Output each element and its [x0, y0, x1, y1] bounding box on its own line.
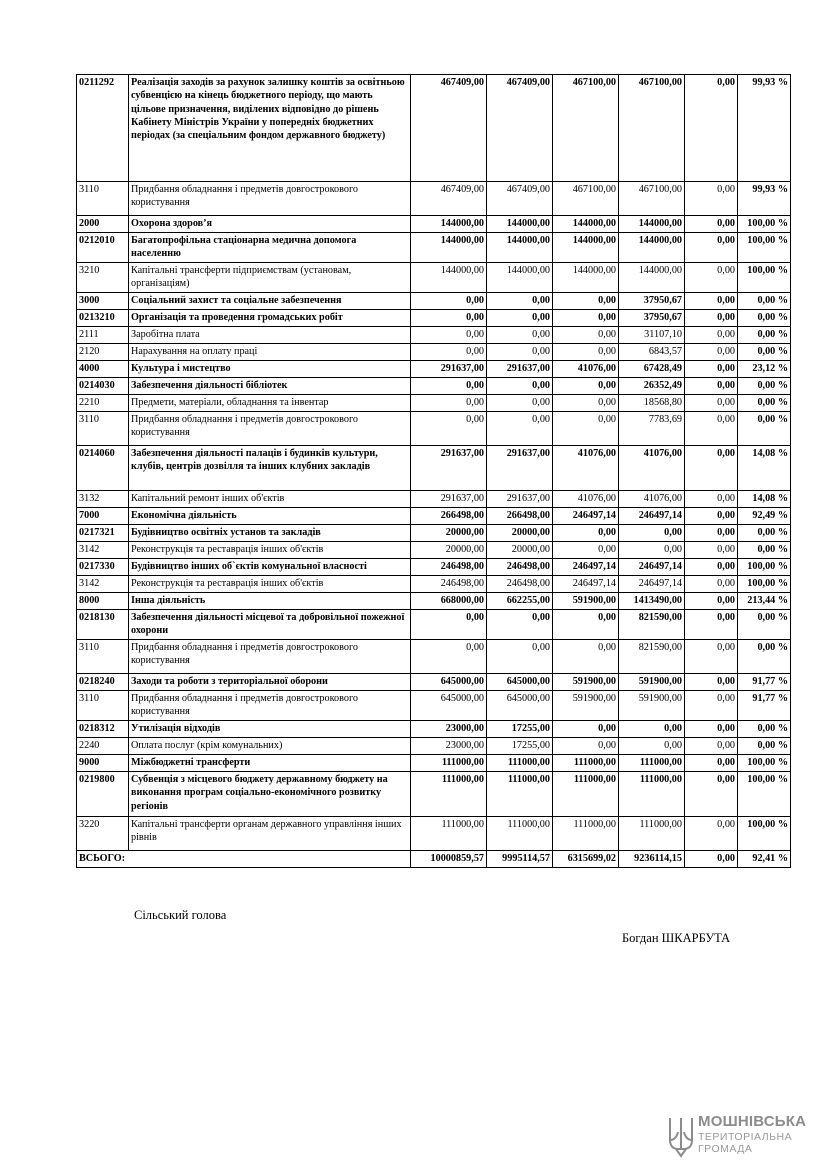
cell-value-v1: 144000,00: [411, 263, 487, 293]
cell-value-v1: 23000,00: [411, 738, 487, 755]
cell-value-v2: 0,00: [487, 344, 553, 361]
cell-value-v2: 144000,00: [487, 233, 553, 263]
cell-name: Придбання обладнання і предметів довгострокового користування: [129, 412, 411, 446]
cell-name: Заходи та роботи з територіальної оборони: [129, 674, 411, 691]
cell-value-v4: 821590,00: [619, 640, 685, 674]
cell-value-v3: 0,00: [553, 412, 619, 446]
cell-value-v2: 645000,00: [487, 674, 553, 691]
trident-icon: [668, 1116, 694, 1158]
cell-percent: 100,00 %: [738, 216, 791, 233]
cell-value-v5: 0,00: [685, 378, 738, 395]
cell-percent: 0,00 %: [738, 525, 791, 542]
cell-name: Реалізація заходів за рахунок залишку коштів за освітньою субвенцією на кінець бюджетного періоду, що мають цільове призначення, виділених відповідно до рішень Кабінету Міністрів України у попередніх бюджетних періодах (за спеціальним фондом державного бюджету): [129, 75, 411, 182]
cell-value-v5: 0,00: [685, 559, 738, 576]
cell-value-v3: 0,00: [553, 327, 619, 344]
table-row: [77, 75, 791, 182]
table-row: [77, 691, 791, 721]
table-row: [77, 674, 791, 691]
cell-value-v1: 467409,00: [411, 182, 487, 216]
cell-percent: 100,00 %: [738, 263, 791, 293]
cell-value-v1: 668000,00: [411, 593, 487, 610]
cell-code: 0218130: [77, 610, 129, 640]
cell-code: 0211292: [77, 75, 129, 182]
cell-name: Забезпечення діяльності бібліотек: [129, 378, 411, 395]
cell-value-v2: 0,00: [487, 293, 553, 310]
cell-value-v3: 0,00: [553, 610, 619, 640]
cell-value-v1: 144000,00: [411, 233, 487, 263]
cell-value-v1: 291637,00: [411, 361, 487, 378]
cell-value-v2: 266498,00: [487, 508, 553, 525]
cell-percent: 14,08 %: [738, 491, 791, 508]
cell-value-v2: 0,00: [487, 395, 553, 412]
cell-percent: 0,00 %: [738, 412, 791, 446]
cell-value-v2: 291637,00: [487, 361, 553, 378]
cell-value-v2: 246498,00: [487, 576, 553, 593]
cell-value-v1: 645000,00: [411, 674, 487, 691]
cell-percent: 213,44 %: [738, 593, 791, 610]
cell-percent: 100,00 %: [738, 772, 791, 817]
cell-value-v1: 246498,00: [411, 559, 487, 576]
cell-percent: 0,00 %: [738, 378, 791, 395]
cell-value-v3: 0,00: [553, 310, 619, 327]
cell-value-v5: 0,00: [685, 817, 738, 851]
cell-percent: 0,00 %: [738, 721, 791, 738]
cell-code: 3142: [77, 576, 129, 593]
cell-name: Економічна діяльність: [129, 508, 411, 525]
cell-percent: 23,12 %: [738, 361, 791, 378]
cell-value-v3: 41076,00: [553, 491, 619, 508]
cell-value-v4: 0,00: [619, 738, 685, 755]
cell-value-v1: 0,00: [411, 310, 487, 327]
cell-percent: 0,00 %: [738, 344, 791, 361]
cell-value-v3: 591900,00: [553, 593, 619, 610]
cell-value-v5: 0,00: [685, 674, 738, 691]
cell-value-v2: 645000,00: [487, 691, 553, 721]
cell-code: 0217330: [77, 559, 129, 576]
cell-name: Реконструкція та реставрація інших об'єктів: [129, 576, 411, 593]
table-row: [77, 721, 791, 738]
cell-value-v2: 0,00: [487, 610, 553, 640]
cell-value-v4: 591900,00: [619, 691, 685, 721]
table-body: [77, 75, 791, 868]
cell-value-v1: 144000,00: [411, 216, 487, 233]
cell-value-v5: 0,00: [685, 233, 738, 263]
cell-value-v2: 291637,00: [487, 491, 553, 508]
cell-percent: 99,93 %: [738, 182, 791, 216]
cell-code: 7000: [77, 508, 129, 525]
cell-value-v1: 645000,00: [411, 691, 487, 721]
cell-value-v5: 0,00: [685, 721, 738, 738]
cell-name: Охорона здоров’я: [129, 216, 411, 233]
cell-value-v3: 111000,00: [553, 817, 619, 851]
cell-name: Нарахування на оплату праці: [129, 344, 411, 361]
table-row: [77, 395, 791, 412]
cell-name: Організація та проведення громадських робіт: [129, 310, 411, 327]
cell-value-v2: 246498,00: [487, 559, 553, 576]
cell-value-v1: 467409,00: [411, 75, 487, 182]
signature-title: Сільський голова: [134, 908, 227, 922]
cell-value-v5: 0,00: [685, 310, 738, 327]
cell-value-v3: 0,00: [553, 738, 619, 755]
cell-value-v3: 0,00: [553, 344, 619, 361]
cell-value-v2: 467409,00: [487, 75, 553, 182]
cell-value-v2: 467409,00: [487, 182, 553, 216]
cell-value-v5: 0,00: [685, 525, 738, 542]
table-row: [77, 576, 791, 593]
cell-value-v4: 7783,69: [619, 412, 685, 446]
logo-line-1: МОШНІВСЬКА: [698, 1113, 807, 1130]
cell-name: Міжбюджетні трансферти: [129, 755, 411, 772]
cell-percent: 0,00 %: [738, 542, 791, 559]
cell-value-v3: 0,00: [553, 525, 619, 542]
cell-value-v4: 67428,49: [619, 361, 685, 378]
cell-value-v5: 0,00: [685, 508, 738, 525]
cell-value-v4: 111000,00: [619, 772, 685, 817]
cell-percent: 0,00 %: [738, 310, 791, 327]
cell-value-v5: 0,00: [685, 738, 738, 755]
cell-code: 2240: [77, 738, 129, 755]
cell-value-v1: 20000,00: [411, 525, 487, 542]
cell-value-v2: 0,00: [487, 310, 553, 327]
cell-value-v1: 111000,00: [411, 817, 487, 851]
cell-value-v4: 37950,67: [619, 293, 685, 310]
cell-code: 3110: [77, 412, 129, 446]
cell-name: Придбання обладнання і предметів довгострокового користування: [129, 691, 411, 721]
cell-value-v2: 111000,00: [487, 755, 553, 772]
total-value-v2: 9995114,57: [487, 851, 553, 868]
cell-value-v5: 0,00: [685, 412, 738, 446]
cell-value-v3: 0,00: [553, 378, 619, 395]
cell-value-v5: 0,00: [685, 772, 738, 817]
cell-code: 0218240: [77, 674, 129, 691]
cell-value-v1: 111000,00: [411, 772, 487, 817]
cell-value-v3: 0,00: [553, 293, 619, 310]
cell-value-v4: 144000,00: [619, 233, 685, 263]
table-row: [77, 610, 791, 640]
cell-percent: 0,00 %: [738, 395, 791, 412]
cell-value-v5: 0,00: [685, 640, 738, 674]
cell-value-v5: 0,00: [685, 755, 738, 772]
cell-name: Багатопрофільна стаціонарна медична допомога населенню: [129, 233, 411, 263]
cell-name: Забезпечення діяльності місцевої та добровільної пожежної охорони: [129, 610, 411, 640]
cell-value-v3: 111000,00: [553, 755, 619, 772]
table-row: [77, 525, 791, 542]
cell-value-v1: 0,00: [411, 610, 487, 640]
cell-value-v1: 0,00: [411, 293, 487, 310]
cell-percent: 100,00 %: [738, 559, 791, 576]
cell-name: Капітальні трансферти органам державного управління інших рівнів: [129, 817, 411, 851]
cell-value-v3: 591900,00: [553, 674, 619, 691]
cell-name: Інша діяльність: [129, 593, 411, 610]
cell-code: 0212010: [77, 233, 129, 263]
total-value-v3: 6315699,02: [553, 851, 619, 868]
table-row: [77, 542, 791, 559]
table-row: [77, 344, 791, 361]
table-row: [77, 233, 791, 263]
cell-name: Забезпечення діяльності палаців i будинків культури, клубів, центрів дозвілля та iнших клубних закладів: [129, 446, 411, 491]
cell-code: 4000: [77, 361, 129, 378]
cell-percent: 0,00 %: [738, 327, 791, 344]
cell-name: Реконструкція та реставрація інших об'єктів: [129, 542, 411, 559]
logo-line-2: ТЕРИТОРІАЛЬНА: [698, 1131, 793, 1143]
cell-code: 3110: [77, 691, 129, 721]
table-row: [77, 310, 791, 327]
cell-percent: 91,77 %: [738, 691, 791, 721]
cell-value-v5: 0,00: [685, 293, 738, 310]
cell-value-v2: 20000,00: [487, 542, 553, 559]
cell-value-v5: 0,00: [685, 395, 738, 412]
cell-value-v3: 0,00: [553, 640, 619, 674]
table-row: [77, 640, 791, 674]
cell-value-v2: 662255,00: [487, 593, 553, 610]
cell-name: Предмети, матеріали, обладнання та інвентар: [129, 395, 411, 412]
cell-value-v3: 246497,14: [553, 508, 619, 525]
total-value-v4: 9236114,15: [619, 851, 685, 868]
cell-value-v4: 144000,00: [619, 216, 685, 233]
cell-value-v1: 23000,00: [411, 721, 487, 738]
cell-name: Оплата послуг (крім комунальних): [129, 738, 411, 755]
cell-value-v4: 26352,49: [619, 378, 685, 395]
table-row: [77, 378, 791, 395]
cell-code: 0213210: [77, 310, 129, 327]
cell-value-v4: 467100,00: [619, 182, 685, 216]
cell-code: 9000: [77, 755, 129, 772]
cell-code: 0217321: [77, 525, 129, 542]
cell-value-v2: 20000,00: [487, 525, 553, 542]
total-row: [77, 851, 791, 868]
cell-value-v1: 291637,00: [411, 446, 487, 491]
cell-value-v2: 144000,00: [487, 263, 553, 293]
cell-name: Утилізація відходів: [129, 721, 411, 738]
cell-value-v4: 0,00: [619, 542, 685, 559]
cell-value-v5: 0,00: [685, 75, 738, 182]
cell-percent: 91,77 %: [738, 674, 791, 691]
cell-value-v4: 246497,14: [619, 559, 685, 576]
cell-percent: 100,00 %: [738, 576, 791, 593]
cell-value-v5: 0,00: [685, 691, 738, 721]
cell-value-v5: 0,00: [685, 361, 738, 378]
cell-value-v4: 41076,00: [619, 491, 685, 508]
cell-value-v1: 0,00: [411, 378, 487, 395]
cell-code: 3132: [77, 491, 129, 508]
table-row: [77, 508, 791, 525]
cell-value-v2: 17255,00: [487, 721, 553, 738]
cell-value-v5: 0,00: [685, 542, 738, 559]
cell-value-v4: 246497,14: [619, 576, 685, 593]
cell-value-v5: 0,00: [685, 491, 738, 508]
cell-value-v3: 0,00: [553, 395, 619, 412]
table-row: [77, 327, 791, 344]
cell-value-v3: 591900,00: [553, 691, 619, 721]
cell-percent: 100,00 %: [738, 233, 791, 263]
cell-value-v1: 0,00: [411, 344, 487, 361]
logo-line-3: ГРОМАДА: [698, 1143, 753, 1155]
cell-value-v1: 0,00: [411, 327, 487, 344]
cell-value-v3: 144000,00: [553, 216, 619, 233]
table-row: [77, 263, 791, 293]
budget-table: [76, 74, 791, 868]
cell-percent: 99,93 %: [738, 75, 791, 182]
cell-value-v4: 0,00: [619, 721, 685, 738]
cell-value-v1: 291637,00: [411, 491, 487, 508]
cell-name: Придбання обладнання і предметів довгострокового користування: [129, 640, 411, 674]
cell-value-v1: 0,00: [411, 640, 487, 674]
total-percent: 92,41 %: [738, 851, 791, 868]
cell-code: 2111: [77, 327, 129, 344]
cell-value-v2: 111000,00: [487, 772, 553, 817]
cell-code: 3210: [77, 263, 129, 293]
cell-value-v3: 0,00: [553, 542, 619, 559]
cell-code: 0214060: [77, 446, 129, 491]
cell-value-v2: 291637,00: [487, 446, 553, 491]
cell-value-v4: 467100,00: [619, 75, 685, 182]
cell-value-v1: 20000,00: [411, 542, 487, 559]
cell-value-v4: 821590,00: [619, 610, 685, 640]
cell-code: 2120: [77, 344, 129, 361]
signature-name: Богдан ШКАРБУТА: [622, 931, 731, 945]
cell-percent: 92,49 %: [738, 508, 791, 525]
cell-value-v5: 0,00: [685, 610, 738, 640]
table-row: [77, 559, 791, 576]
cell-value-v5: 0,00: [685, 327, 738, 344]
cell-value-v3: 41076,00: [553, 446, 619, 491]
table-row: [77, 817, 791, 851]
table-row: [77, 361, 791, 378]
cell-code: 3110: [77, 182, 129, 216]
cell-name: Заробітна плата: [129, 327, 411, 344]
cell-value-v3: 144000,00: [553, 233, 619, 263]
cell-name: Соціальний захист та соціальне забезпечення: [129, 293, 411, 310]
total-label: ВСЬОГО:: [77, 851, 411, 868]
cell-value-v4: 0,00: [619, 525, 685, 542]
cell-value-v3: 144000,00: [553, 263, 619, 293]
cell-name: Будівництво освітніх установ та закладів: [129, 525, 411, 542]
community-logo: [668, 1112, 808, 1162]
cell-code: 0218312: [77, 721, 129, 738]
cell-value-v5: 0,00: [685, 182, 738, 216]
cell-value-v1: 0,00: [411, 395, 487, 412]
cell-code: 0214030: [77, 378, 129, 395]
cell-name: Субвенція з місцевого бюджету державному бюджету на виконання програм соціально-економічного розвитку регіонів: [129, 772, 411, 817]
cell-code: 8000: [77, 593, 129, 610]
table-row: [77, 755, 791, 772]
cell-value-v3: 467100,00: [553, 182, 619, 216]
cell-value-v5: 0,00: [685, 263, 738, 293]
cell-value-v3: 111000,00: [553, 772, 619, 817]
cell-value-v3: 0,00: [553, 721, 619, 738]
cell-value-v4: 37950,67: [619, 310, 685, 327]
cell-value-v3: 41076,00: [553, 361, 619, 378]
cell-value-v4: 246497,14: [619, 508, 685, 525]
cell-value-v3: 467100,00: [553, 75, 619, 182]
cell-percent: 0,00 %: [738, 293, 791, 310]
table-row: [77, 446, 791, 491]
cell-percent: 0,00 %: [738, 640, 791, 674]
table-row: [77, 738, 791, 755]
cell-value-v3: 246497,14: [553, 576, 619, 593]
cell-value-v4: 111000,00: [619, 755, 685, 772]
cell-value-v1: 0,00: [411, 412, 487, 446]
cell-value-v2: 0,00: [487, 640, 553, 674]
cell-value-v2: 111000,00: [487, 817, 553, 851]
cell-value-v2: 0,00: [487, 412, 553, 446]
cell-percent: 100,00 %: [738, 817, 791, 851]
cell-name: Придбання обладнання і предметів довгострокового користування: [129, 182, 411, 216]
cell-value-v4: 591900,00: [619, 674, 685, 691]
cell-value-v4: 41076,00: [619, 446, 685, 491]
cell-name: Капітальні трансферти підприємствам (установам, організаціям): [129, 263, 411, 293]
cell-code: 3110: [77, 640, 129, 674]
table-row: [77, 293, 791, 310]
cell-name: Культура і мистецтво: [129, 361, 411, 378]
table-row: [77, 593, 791, 610]
cell-value-v2: 144000,00: [487, 216, 553, 233]
cell-percent: 0,00 %: [738, 610, 791, 640]
table-row: [77, 182, 791, 216]
cell-code: 3142: [77, 542, 129, 559]
cell-value-v4: 31107,10: [619, 327, 685, 344]
cell-value-v1: 246498,00: [411, 576, 487, 593]
cell-value-v4: 111000,00: [619, 817, 685, 851]
cell-value-v3: 246497,14: [553, 559, 619, 576]
cell-value-v1: 266498,00: [411, 508, 487, 525]
cell-value-v2: 17255,00: [487, 738, 553, 755]
cell-code: 2000: [77, 216, 129, 233]
cell-name: Будівництво інших об`єктів комунальної власності: [129, 559, 411, 576]
table-row: [77, 772, 791, 817]
cell-value-v5: 0,00: [685, 593, 738, 610]
cell-percent: 0,00 %: [738, 738, 791, 755]
cell-code: 0219800: [77, 772, 129, 817]
cell-value-v4: 144000,00: [619, 263, 685, 293]
cell-value-v5: 0,00: [685, 344, 738, 361]
cell-value-v2: 0,00: [487, 327, 553, 344]
cell-code: 2210: [77, 395, 129, 412]
cell-value-v5: 0,00: [685, 576, 738, 593]
cell-value-v4: 1413490,00: [619, 593, 685, 610]
table-row: [77, 491, 791, 508]
cell-percent: 100,00 %: [738, 755, 791, 772]
table-row: [77, 216, 791, 233]
cell-value-v5: 0,00: [685, 446, 738, 491]
cell-value-v5: 0,00: [685, 216, 738, 233]
cell-value-v4: 6843,57: [619, 344, 685, 361]
cell-code: 3220: [77, 817, 129, 851]
cell-percent: 14,08 %: [738, 446, 791, 491]
table-row: [77, 412, 791, 446]
cell-value-v2: 0,00: [487, 378, 553, 395]
cell-value-v1: 111000,00: [411, 755, 487, 772]
cell-code: 3000: [77, 293, 129, 310]
cell-value-v4: 18568,80: [619, 395, 685, 412]
total-value-v5: 0,00: [685, 851, 738, 868]
total-value-v1: 10000859,57: [411, 851, 487, 868]
cell-name: Капітальний ремонт інших об'єктів: [129, 491, 411, 508]
